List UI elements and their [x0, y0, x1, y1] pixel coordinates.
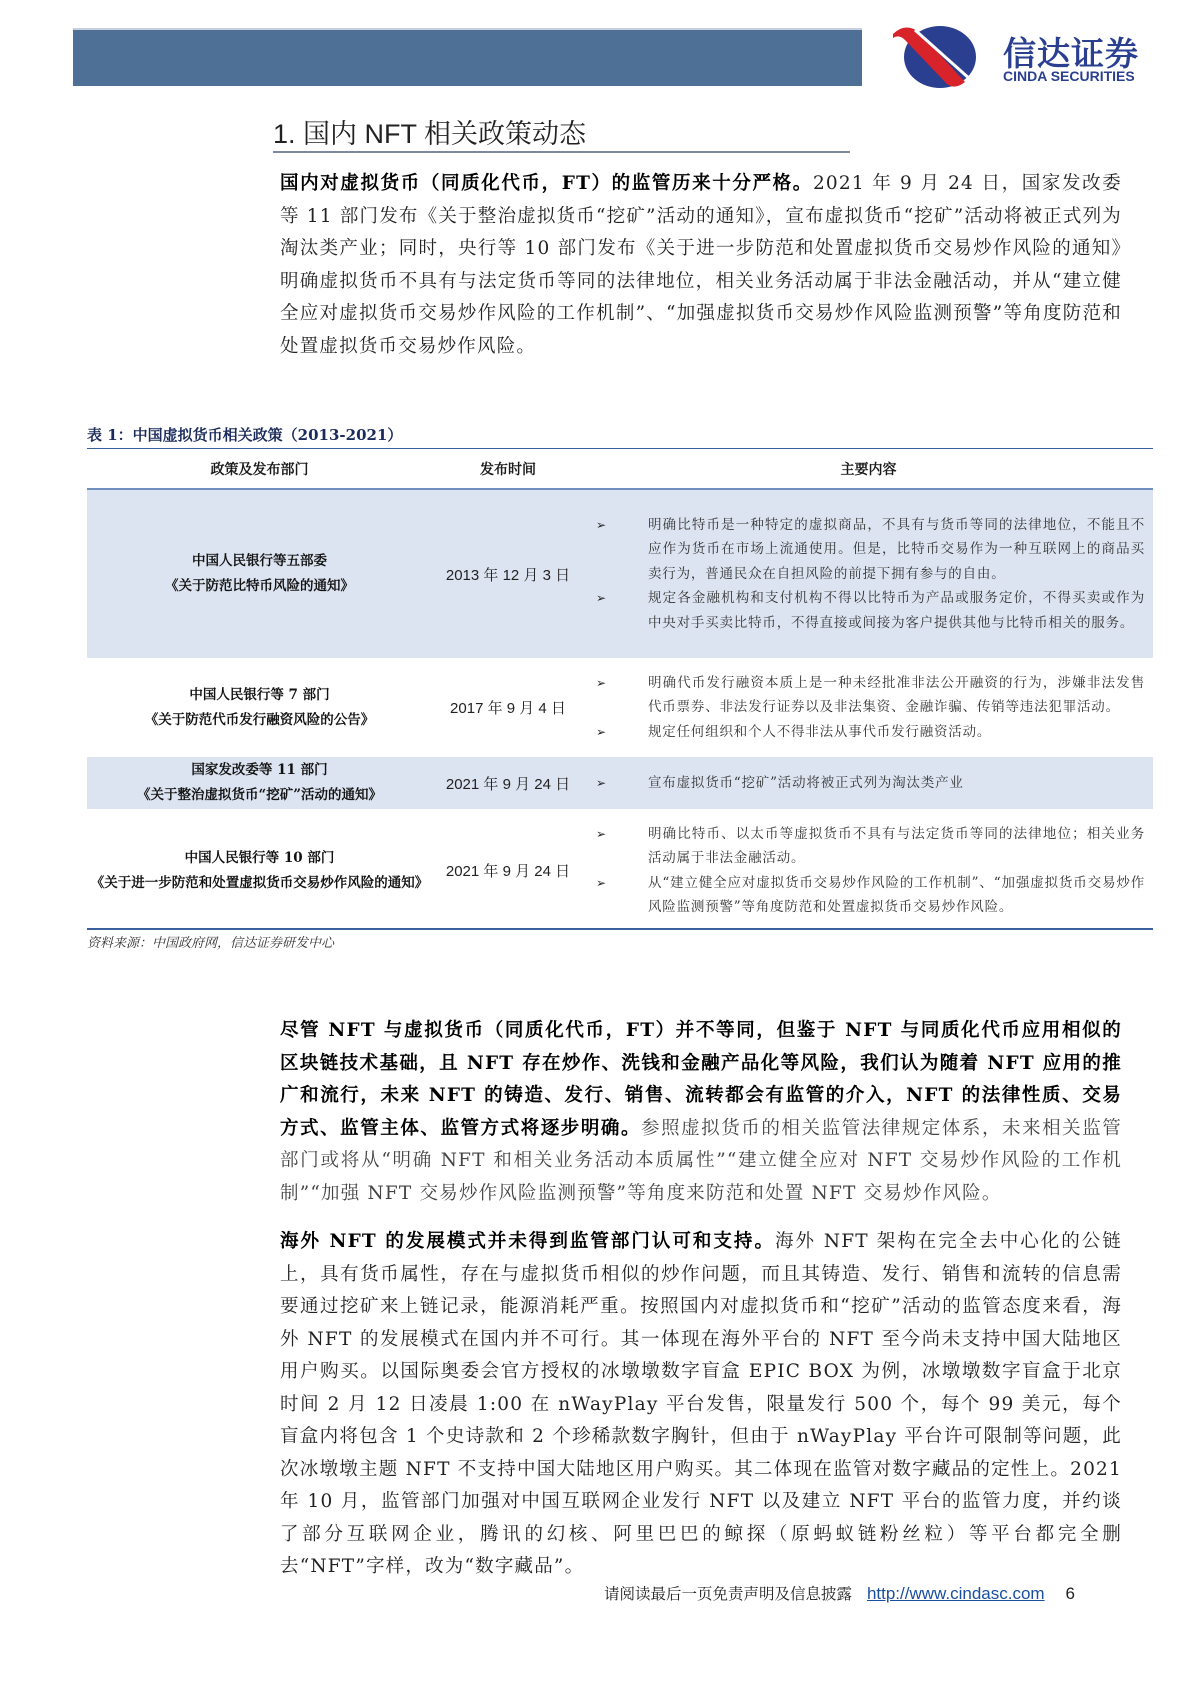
policy-table: [87, 450, 1153, 932]
column-header-date: 发布时间: [432, 450, 584, 489]
bullet-item: ➢ 明确比特币、以太币等虚拟货币不具有与法定货币等同的法律地位；相关业务活动属于非法金融活动。: [584, 822, 1145, 871]
date-cell: 2021 年 9 月 24 日: [445, 863, 571, 880]
table-row: [87, 658, 1153, 757]
dept-name: 中国人民银行等五部委: [192, 553, 327, 569]
table-header-row: [87, 450, 1153, 489]
table-caption: 表 1：中国虚拟货币相关政策（2013-2021）: [87, 426, 403, 444]
arrow-bullet-icon: ➢: [596, 591, 607, 606]
paragraph-body: 参照虚拟货币的相关监管法律规定体系，未来相关监管部门或将从“明确 NFT 和相关业务活动本质属性”“建立健全应对 NFT 交易炒作风险的工作机制”“加强 NFT 交易炒作风险监测预警”等角度来防范和处置 NFT 交易炒作风险。: [280, 1117, 1122, 1204]
logo-chinese-name: 信达证券: [1003, 35, 1139, 72]
column-header-dept: 政策及发布部门: [87, 450, 432, 489]
page-number: 6: [1065, 1584, 1075, 1603]
doc-title: 《关于防范代币发行融资风险的公告》: [144, 711, 375, 728]
content-cell: [584, 757, 1153, 809]
doc-title: 《关于整治虚拟货币“挖矿”活动的通知》: [136, 787, 383, 803]
table-row: [87, 809, 1153, 932]
dept-name: 中国人民银行等 10 部门: [184, 849, 335, 866]
table-row: [87, 489, 1153, 658]
bullet-item: ➢ 从“建立健全应对虚拟货币交易炒作风险的工作机制”、“加强虚拟货币交易炒作风险监测预警”等角度防范和处置虚拟货币交易炒作风险。: [584, 871, 1145, 920]
arrow-bullet-icon: ➢: [596, 875, 607, 890]
arrow-bullet-icon: ➢: [596, 517, 607, 532]
cinda-logo-icon: [885, 24, 985, 90]
arrow-bullet-icon: ➢: [596, 675, 607, 690]
paragraph-lead: 海外 NFT 的发展模式并未得到监管部门认可和支持。: [280, 1231, 775, 1252]
bullet-item: ➢ 明确代币发行融资本质上是一种未经批准非法公开融资的行为，涉嫌非法发售代币票券、非法发行证券以及非法集资、金融诈骗、传销等违法犯罪活动。: [584, 671, 1145, 720]
dept-cell: [87, 757, 432, 809]
paragraph-overseas-nft: [280, 1226, 1122, 1584]
doc-title: 《关于防范比特币风险的通知》: [165, 578, 354, 594]
date-cell: 2017 年 9 月 4 日: [450, 700, 566, 717]
paragraph-lead: 国内对虚拟货币（同质化代币，FT）的监管历来十分严格。: [280, 173, 813, 194]
arrow-bullet-icon: ➢: [596, 775, 607, 790]
bullet-item: ➢ 规定任何组织和个人不得非法从事代币发行融资活动。: [584, 720, 1145, 745]
dept-name: 中国人民银行等 7 部门: [189, 686, 330, 703]
content-cell: [584, 658, 1153, 757]
disclaimer-note: 请阅读最后一页免责声明及信息披露: [604, 1585, 853, 1603]
paragraph-domestic-regulation: [280, 168, 1122, 363]
content-cell: [584, 489, 1153, 658]
date-cell: 2021 年 9 月 24 日: [432, 757, 584, 809]
dept-name: 国家发改委等 11 部门: [191, 762, 328, 778]
paragraph-body: 海外 NFT 架构在完全去中心化的公链上，具有货币属性，存在与虚拟货币相似的炒作问题，而且其铸造、发行、销售和流转的信息需要通过挖矿来上链记录，能源消耗严重。按照国内对虚拟货币和“挖矿”活动的监管态度来看，海外 NFT 的发展模式在国内并不可行。其一体现在海外平台的 NFT 至今尚未支持中国大陆地区用户购买。以国际奥委会官方授权的冰墩墩数字盲盒 EPIC BOX 为例，冰墩墩数字盲盒于北京时间 2 月 12 日凌晨 1:00 在 nWayPlay 平台发售，限量发行 500 个，每个 99 美元，每个盲盒内将包含 1 个史诗款和 2 个珍稀款数字胸针，但由于 nWayPlay 平台许可限制等问题，此次冰墩墩主题 NFT 不支持中国大陆地区用户购买。其二体现在监管对数字藏品的定性上。2021 年 10 月，监管部门加强对中国互联网企业发行 NFT 以及建立 NFT 平台的监管力度，并约谈了部分互联网企业，腾讯的幻核、阿里巴巴的鲸探（原蚂蚁链粉丝粒）等平台都完全删去“NFT”字样，改为“数字藏品”。: [280, 1231, 1122, 1577]
dept-cell: [87, 489, 432, 658]
dept-cell: [87, 658, 432, 757]
dept-cell: [87, 809, 432, 932]
arrow-bullet-icon: ➢: [596, 826, 607, 841]
header-banner: [73, 28, 862, 86]
table-row: [87, 757, 1153, 809]
logo-english-name: CINDA SECURITIES: [1003, 68, 1135, 84]
caption-rule: [87, 448, 1153, 449]
paragraph-lead: 尽管 NFT 与虚拟货币（同质化代币，FT）并不等同，但鉴于 NFT 与同质化代币应用相似的区块链技术基础，且 NFT 存在炒作、洗钱和金融产品化等风险，我们认为随着 NFT 应用的推广和流行，未来 NFT 的铸造、发行、销售、流转都会有监管的介入，NFT 的法律性质、交易方式、监管主体、监管方式将逐步明确。: [280, 1020, 1122, 1139]
website-link[interactable]: http://www.cindasc.com: [866, 1584, 1045, 1603]
column-header-content: 主要内容: [584, 450, 1153, 489]
paragraph-nft-outlook: [280, 1015, 1122, 1210]
date-cell: 2013 年 12 月 3 日: [432, 489, 584, 658]
bullet-item: ➢ 明确比特币是一种特定的虚拟商品，不具有与货币等同的法律地位，不能且不应作为货币在市场上流通使用。但是，比特币交易作为一种互联网上的商品买卖行为，普通民众在自担风险的前提下拥有参与的自由。: [584, 513, 1145, 587]
paragraph-body: 2021 年 9 月 24 日，国家发改委等 11 部门发布《关于整治虚拟货币“挖矿”活动的通知》，宣布虚拟货币“挖矿”活动将被正式列为淘汰类产业；同时，央行等 10 部门发布《关于进一步防范和处置虚拟货币交易炒作风险的通知》明确虚拟货币不具有与法定货币等同的法律地位，相关业务活动属于非法金融活动，并从“建立健全应对虚拟货币交易炒作风险的工作机制”、“加强虚拟货币交易炒作风险监测预警”等角度防范和处置虚拟货币交易炒作风险。: [280, 173, 1122, 357]
doc-title: 《关于进一步防范和处置虚拟货币交易炒作风险的通知》: [90, 874, 429, 891]
bullet-item: ➢ 规定各金融机构和支付机构不得以比特币为产品或服务定价，不得买卖或作为中央对手买卖比特币，不得直接或间接为客户提供其他与比特币相关的服务。: [584, 586, 1145, 635]
cinda-logo: [885, 24, 1175, 90]
title-underline: [273, 151, 850, 153]
bullet-item: ➢ 宣布虚拟货币“挖矿”活动将被正式列为淘汰类产业: [584, 771, 1145, 796]
content-cell: [584, 809, 1153, 932]
section-title: 1. 国内 NFT 相关政策动态: [273, 119, 587, 149]
table-bottom-rule: [87, 928, 1153, 930]
arrow-bullet-icon: ➢: [596, 724, 607, 739]
table-source: 资料来源：中国政府网，信达证券研发中心: [87, 936, 335, 951]
page-footer: [604, 1582, 1075, 1604]
